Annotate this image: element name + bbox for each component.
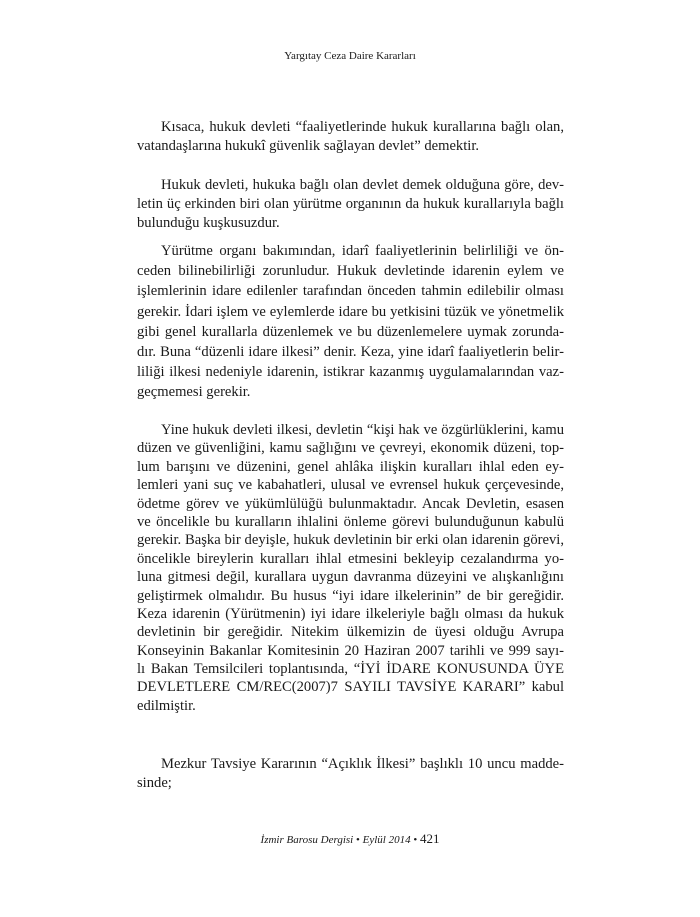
text-line: gerekir. Başka bir deyişle, hukuk devletinin bir erki olan idarenin görevi, (137, 532, 564, 549)
text-line: sinde; (137, 775, 172, 792)
text-line: devletinin bir gereğidir. Nitekim ülkemizin de üyesi olduğu Avrupa (137, 624, 564, 641)
journal-name: İzmir Barosu Dergisi (260, 834, 354, 846)
text-line: lı Bakan Temsilcileri toplantısında, “İYİ İDARE KONUSUNDA ÜYE (137, 661, 564, 678)
separator: • (356, 834, 360, 846)
text-line: DEVLETLERE CM/REC(2007)7 SAYILI TAVSİYE KARARI” kabul (137, 679, 564, 696)
text-line: gibi genel kurallarla düzenlemek ve bu düzenlemelere uymak zorunda- (137, 323, 564, 340)
text-line: geçmemesi gerekir. (137, 384, 251, 401)
text-line: lum barışını ve düzenini, genel ahlâka ilişkin kuralları ihlal eden ey- (137, 458, 564, 475)
issue-date: Eylül 2014 (362, 834, 411, 846)
text-line: lemleri yani suç ve kabahatleri, ulusal ve evrensel hukuk çerçevesinde, (137, 477, 564, 494)
text-line: vatandaşlarına hukukî güvenlik sağlayan devlet” demektir. (137, 138, 480, 155)
text-line: ödetme görev ve yükümlülüğü bulunmaktadır. Ancak Devletin, esasen (137, 495, 564, 512)
text-line: düzen ve güvenliğini, kamu sağlığını ve çevreyi, ekonomik düzeni, top- (137, 440, 564, 457)
text-line: gerekir. İdari işlem ve eylemlerde idare bu yetkisini tüzük ve yönetmelik (137, 303, 564, 320)
separator: • (413, 834, 418, 846)
text-line: ve öncelikle bu kuralların ihlalini önleme görevi bulunduğunun kabulü (137, 513, 564, 530)
text-line: Yine hukuk devleti ilkesi, devletin “kişi hak ve özgürlüklerini, kamu (161, 422, 564, 438)
text-line: Keza idarenin (Yürütmenin) iyi idare ilkeleriyle bağlı olması da hukuk (137, 605, 564, 622)
text-line: ceden bilinebilirliği zorunludur. Hukuk devletinde idarenin eylem ve (137, 263, 564, 280)
text-line: luna gitmesi değil, kurallara uygun davranma düzeyini ve alışkanlığını (137, 569, 564, 586)
text-line: Konseyinin Bakanlar Komitesinin 20 Haziran 2007 tarihli ve 999 sayı- (137, 642, 564, 659)
paragraph (137, 176, 564, 234)
page-number: 421 (419, 831, 440, 846)
text-line: bulunduğu kuşkusuzdur. (137, 215, 280, 232)
text-line: işlemlerinin idare edilenler tarafından önceden tahmin edilebilir olması (137, 283, 564, 300)
text-line: öncelikle bireylerin kuralları ihlal etmesini bekleyip cezalandırma yo- (137, 550, 564, 567)
paragraph (137, 118, 564, 156)
text-line: Yürütme organı bakımından, idarî faaliyetlerinin belirliliği ve ön- (161, 243, 564, 259)
text-line: liliği ilkesi nedeniyle idarenin, istikrar kazanmış uygulamalarından vaz- (137, 364, 564, 381)
text-line: Mezkur Tavsiye Kararının “Açıklık İlkesi” başlıklı 10 uncu madde- (161, 756, 564, 772)
text-line: Kısaca, hukuk devleti “faaliyetlerinde hukuk kurallarına bağlı olan, (161, 119, 564, 135)
paragraph (137, 755, 564, 793)
text-line: letin üç erkinden biri olan yürütme organının da hukuk kurallarıyla bağlı (137, 196, 564, 213)
running-header: Yargıtay Ceza Daire Kararları (284, 50, 416, 62)
text-line: Hukuk devleti, hukuka bağlı olan devlet demek olduğuna göre, dev- (161, 177, 564, 193)
paragraph (137, 421, 564, 715)
text-line: geliştirmek olmalıdır. Bu husus “iyi idare ilkelerinin” de bir gereğidir. (137, 587, 564, 604)
paragraph (137, 241, 564, 403)
page-footer (0, 831, 700, 847)
text-line: edilmiştir. (137, 697, 196, 714)
text-line: dır. Buna “düzenli idare ilkesi” denir. Keza, yine idarî faaliyetlerin belir- (137, 343, 564, 360)
